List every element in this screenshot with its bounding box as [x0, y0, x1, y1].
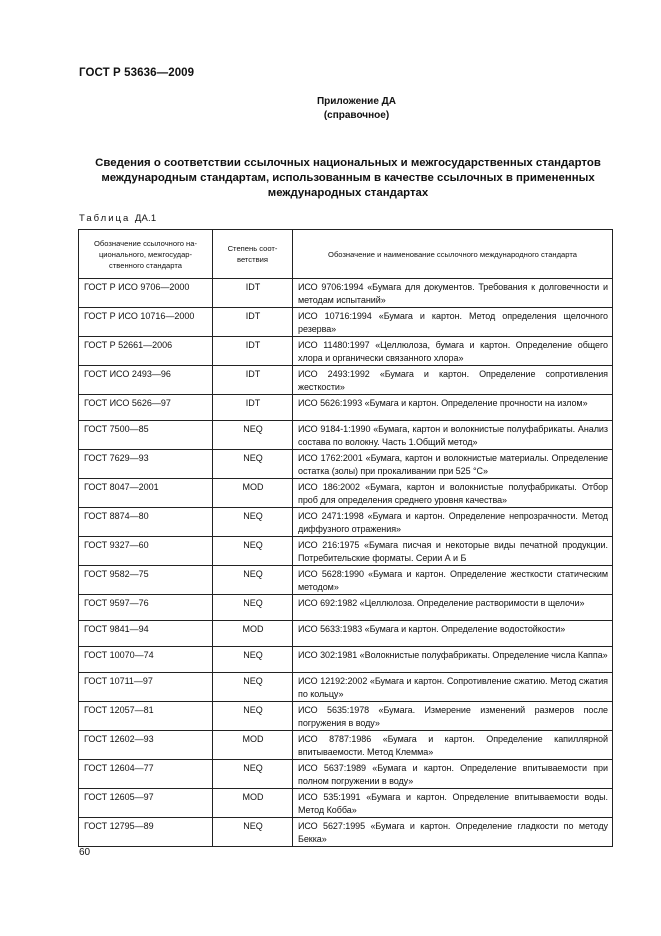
table-row [79, 731, 613, 760]
cell-national-standard: ГОСТ 9582—75 [79, 566, 213, 595]
cell-degree: IDT [213, 395, 293, 421]
cell-international-standard: ИСО 1762:2001 «Бумага, картон и волокнистые материалы. Определение остатка (золы) при прокаливании при 525 °С» [293, 450, 613, 479]
cell-international-standard: ИСО 11480:1997 «Целлюлоза, бумага и картон. Определение общего хлора и органически связанного хлора» [293, 337, 613, 366]
cell-degree: MOD [213, 479, 293, 508]
table-row [79, 450, 613, 479]
cell-national-standard: ГОСТ 8874—80 [79, 508, 213, 537]
table-row [79, 621, 613, 647]
cell-international-standard: ИСО 302:1981 «Волокнистые полуфабрикаты. Определение числа Каппа» [293, 647, 613, 673]
document-header: ГОСТ Р 53636—2009 [79, 67, 195, 79]
cell-international-standard: ИСО 535:1991 «Бумага и картон. Определение впитываемости воды. Метод Кобба» [293, 789, 613, 818]
cell-international-standard: ИСО 5626:1993 «Бумага и картон. Определение прочности на излом» [293, 395, 613, 421]
table-body [79, 279, 613, 847]
section-title-line: международных стандартах [267, 187, 429, 199]
section-title-line: Сведения о соответствии ссылочных национальных и межгосударственных стандартов [95, 157, 601, 169]
cell-international-standard: ИСО 692:1982 «Целлюлоза. Определение растворимости в щелочи» [293, 595, 613, 621]
table-label-prefix: Таблица [79, 213, 131, 224]
cell-national-standard: ГОСТ 10070—74 [79, 647, 213, 673]
cell-international-standard: ИСО 9706:1994 «Бумага для документов. Требования к долговечности и методам испытаний» [293, 279, 613, 308]
table-row [79, 647, 613, 673]
cell-international-standard: ИСО 5627:1995 «Бумага и картон. Определение гладкости по методу Бекка» [293, 818, 613, 847]
cell-international-standard: ИСО 2493:1992 «Бумага и картон. Определение сопротивления жесткости» [293, 366, 613, 395]
cell-national-standard: ГОСТ 12057—81 [79, 702, 213, 731]
cell-degree: IDT [213, 308, 293, 337]
cell-degree: NEQ [213, 818, 293, 847]
cell-degree: IDT [213, 279, 293, 308]
page-number: 60 [79, 847, 91, 858]
table-row [79, 595, 613, 621]
standards-table [78, 229, 613, 847]
cell-international-standard: ИСО 186:2002 «Бумага, картон и волокнистые полуфабрикаты. Отбор проб для определения среднего уровня качества» [293, 479, 613, 508]
header-line: Степень соот- [227, 244, 278, 253]
cell-degree: IDT [213, 366, 293, 395]
table-row [79, 279, 613, 308]
table-row [79, 673, 613, 702]
appendix-subtitle: (справочное) [323, 110, 390, 121]
cell-international-standard: ИСО 5635:1978 «Бумага. Измерение изменений размеров после погружения в воду» [293, 702, 613, 731]
cell-international-standard: ИСО 5633:1983 «Бумага и картон. Определение водостойкости» [293, 621, 613, 647]
cell-degree: NEQ [213, 647, 293, 673]
cell-national-standard: ГОСТ 12604—77 [79, 760, 213, 789]
table-header-row [79, 230, 613, 279]
appendix-heading [0, 95, 661, 123]
table-row [79, 337, 613, 366]
cell-degree: MOD [213, 621, 293, 647]
cell-international-standard: ИСО 12192:2002 «Бумага и картон. Сопротивление сжатию. Метод сжатия по кольцу» [293, 673, 613, 702]
table-row [79, 308, 613, 337]
header-line: ственного стандарта [109, 260, 182, 270]
cell-degree: NEQ [213, 702, 293, 731]
cell-degree: NEQ [213, 508, 293, 537]
cell-international-standard: ИСО 9184-1:1990 «Бумага, картон и волокнистые полуфабрикаты. Анализ состава по волокну. Часть 1.Общий метод» [293, 421, 613, 450]
cell-international-standard: ИСО 2471:1998 «Бумага и картон. Определение непрозрачности. Метод диффузного отражения» [293, 508, 613, 537]
table-row [79, 818, 613, 847]
table-row [79, 395, 613, 421]
cell-national-standard: ГОСТ ИСО 2493—96 [79, 366, 213, 395]
cell-degree: NEQ [213, 595, 293, 621]
cell-degree: IDT [213, 337, 293, 366]
cell-degree: NEQ [213, 537, 293, 566]
cell-degree: NEQ [213, 421, 293, 450]
cell-degree: NEQ [213, 566, 293, 595]
header-line: Обозначение и наименование ссылочного международного стандарта [328, 249, 577, 259]
table-row [79, 508, 613, 537]
table-row [79, 537, 613, 566]
cell-national-standard: ГОСТ ИСО 5626—97 [79, 395, 213, 421]
table-label-number: ДА.1 [134, 213, 157, 224]
table-row [79, 366, 613, 395]
table-row [79, 479, 613, 508]
table-label [79, 213, 156, 224]
cell-national-standard: ГОСТ 8047—2001 [79, 479, 213, 508]
cell-international-standard: ИСО 10716:1994 «Бумага и картон. Метод определения щелочного резерва» [293, 308, 613, 337]
cell-national-standard: ГОСТ 9597—76 [79, 595, 213, 621]
cell-international-standard: ИСО 8787:1986 «Бумага и картон. Определение капиллярной впитываемости. Метод Клемма» [293, 731, 613, 760]
table-row [79, 760, 613, 789]
header-degree [213, 230, 293, 279]
header-national-standard [79, 230, 213, 279]
section-title [88, 156, 608, 201]
section-title-line: международным стандартам, использованным в качестве ссылочных в примененных [101, 172, 595, 184]
cell-national-standard: ГОСТ 12795—89 [79, 818, 213, 847]
cell-national-standard: ГОСТ 9327—60 [79, 537, 213, 566]
table-row [79, 702, 613, 731]
cell-national-standard: ГОСТ 7629—93 [79, 450, 213, 479]
header-international-standard [293, 230, 613, 279]
cell-degree: NEQ [213, 673, 293, 702]
cell-degree: MOD [213, 731, 293, 760]
cell-international-standard: ИСО 5628:1990 «Бумага и картон. Определение жесткости статическим методом» [293, 566, 613, 595]
table-row [79, 789, 613, 818]
cell-national-standard: ГОСТ 9841—94 [79, 621, 213, 647]
table-row [79, 566, 613, 595]
appendix-title: Приложение ДА [316, 96, 397, 107]
cell-international-standard: ИСО 5637:1989 «Бумага и картон. Определение впитываемости при полном погружении в воду» [293, 760, 613, 789]
cell-degree: NEQ [213, 450, 293, 479]
cell-national-standard: ГОСТ Р ИСО 10716—2000 [79, 308, 213, 337]
table-row [79, 421, 613, 450]
cell-national-standard: ГОСТ 7500—85 [79, 421, 213, 450]
cell-national-standard: ГОСТ 10711—97 [79, 673, 213, 702]
header-line: Обозначение ссылочного на- [94, 238, 197, 248]
cell-national-standard: ГОСТ Р ИСО 9706—2000 [79, 279, 213, 308]
header-line: ционального, межгосудар- [98, 249, 193, 259]
cell-degree: NEQ [213, 760, 293, 789]
cell-national-standard: ГОСТ Р 52661—2006 [79, 337, 213, 366]
cell-international-standard: ИСО 216:1975 «Бумага писчая и некоторые виды печатной продукции. Потребительские форматы. Серии А и Б [293, 537, 613, 566]
cell-national-standard: ГОСТ 12605—97 [79, 789, 213, 818]
cell-degree: MOD [213, 789, 293, 818]
header-line: ветствия [237, 255, 268, 264]
cell-national-standard: ГОСТ 12602—93 [79, 731, 213, 760]
